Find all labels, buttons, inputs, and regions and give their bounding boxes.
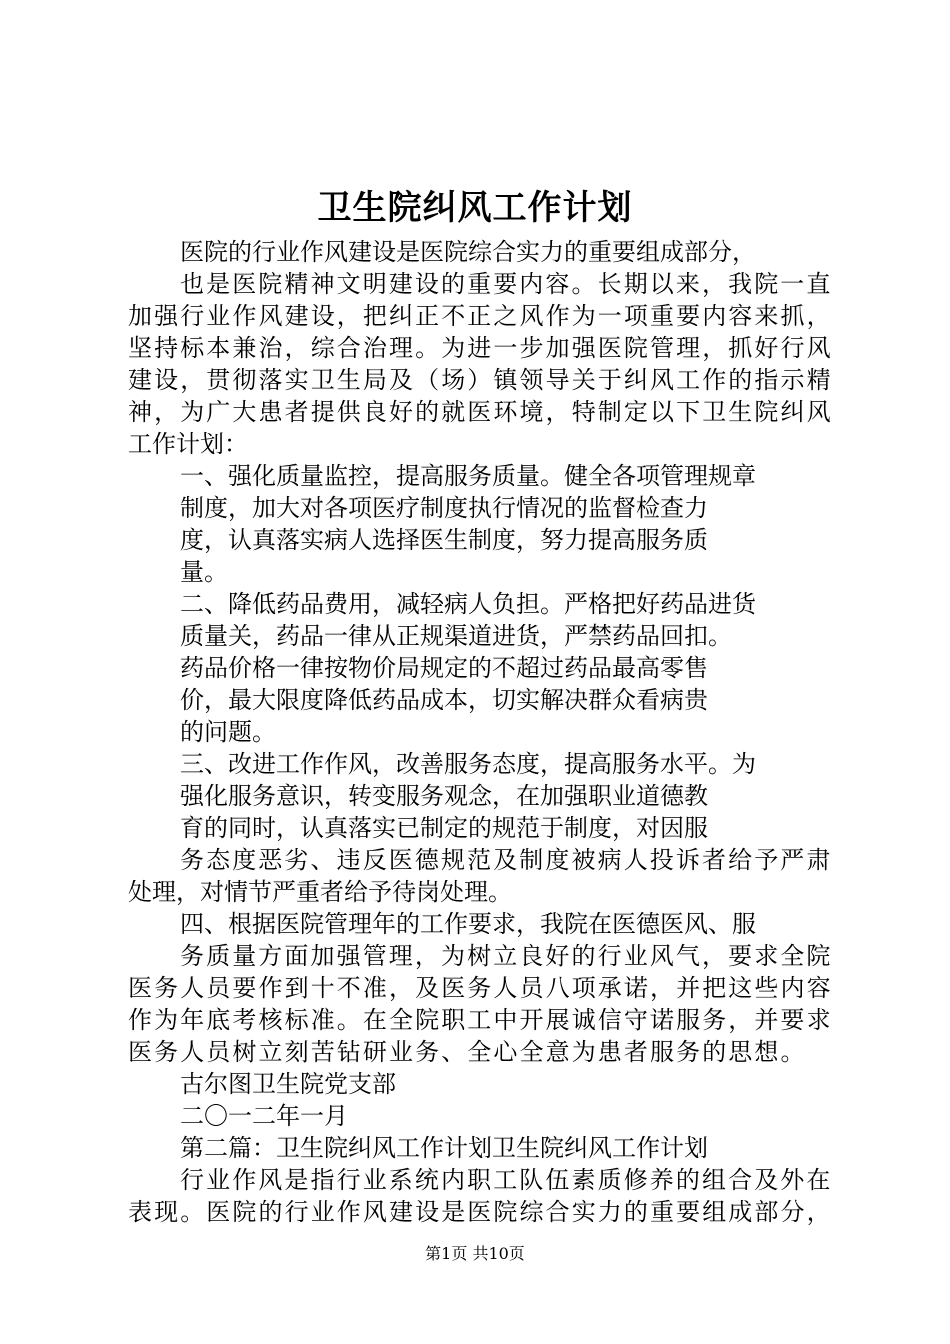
- paragraph-line: 价，最大限度降低药品成本，切实解决群众看病贵: [180, 686, 708, 714]
- paragraph-line: 二、降低药品费用，减轻病人负担。严格把好药品进货: [180, 590, 756, 618]
- paragraph-line: 质量关，药品一律从正规渠道进货，严禁药品回扣。: [180, 622, 732, 650]
- paragraph-line: 药品价格一律按物价局规定的不超过药品最高零售: [180, 654, 708, 682]
- paragraph-line: 三、改进工作作风，改善服务态度，提高服务水平。为: [180, 750, 756, 778]
- paragraph-line: 一、强化质量监控，提高服务质量。健全各项管理规章: [180, 462, 756, 490]
- paragraph-line: 医务人员树立刻苦钻研业务、全心全意为患者服务的思想。: [128, 1038, 807, 1066]
- page-number-footer: 第1页 共10页: [425, 1244, 525, 1263]
- paragraph-line: 育的同时，认真落实已制定的规范于制度，对因服: [180, 814, 708, 842]
- paragraph-line: 建设，贯彻落实卫生局及（场）镇领导关于纠风工作的指示精: [128, 366, 833, 394]
- paragraph-line: 医院的行业作风建设是医院综合实力的重要组成部分，: [180, 238, 756, 266]
- paragraph-line: 务态度恶劣、违反医德规范及制度被病人投诉者给予严肃: [180, 846, 833, 874]
- section-heading: 第二篇：卫生院纠风工作计划卫生院纠风工作计划: [180, 1134, 708, 1162]
- paragraph-line: 也是医院精神文明建设的重要内容。长期以来，我院一直: [180, 270, 833, 298]
- signature-date: 二〇一二年一月: [180, 1102, 348, 1130]
- paragraph-line: 度，认真落实病人选择医生制度，努力提高服务质: [180, 526, 708, 554]
- paragraph-line: 制度，加大对各项医疗制度执行情况的监督检查力: [180, 494, 708, 522]
- paragraph-line: 医务人员要作到十不准，及医务人员八项承诺，并把这些内容: [128, 974, 833, 1002]
- paragraph-line: 神，为广大患者提供良好的就医环境，特制定以下卫生院纠风: [128, 398, 833, 426]
- paragraph-line: 加强行业作风建设，把纠正不正之风作为一项重要内容来抓，: [128, 302, 833, 330]
- paragraph-line: 务质量方面加强管理，为树立良好的行业风气，要求全院: [180, 942, 833, 970]
- paragraph-line: 处理，对情节严重者给予待岗处理。: [128, 878, 512, 906]
- signature-org: 古尔图卫生院党支部: [180, 1070, 396, 1098]
- paragraph-line: 的问题。: [180, 718, 276, 746]
- paragraph-line: 表现。医院的行业作风建设是医院综合实力的重要组成部分，: [128, 1198, 833, 1226]
- paragraph-line: 量。: [180, 558, 228, 586]
- paragraph-line: 强化服务意识，转变服务观念，在加强职业道德教: [180, 782, 708, 810]
- paragraph-line: 作为年底考核标准。在全院职工中开展诚信守诺服务，并要求: [128, 1006, 833, 1034]
- paragraph-line: 四、根据医院管理年的工作要求，我院在医德医风、服: [180, 910, 756, 938]
- paragraph-line: 坚持标本兼治，综合治理。为进一步加强医院管理，抓好行风: [128, 334, 833, 362]
- paragraph-line: 工作计划：: [128, 430, 248, 458]
- paragraph-line: 行业作风是指行业系统内职工队伍素质修养的组合及外在: [180, 1166, 833, 1194]
- document-title: 卫生院纠风工作计划: [317, 188, 633, 228]
